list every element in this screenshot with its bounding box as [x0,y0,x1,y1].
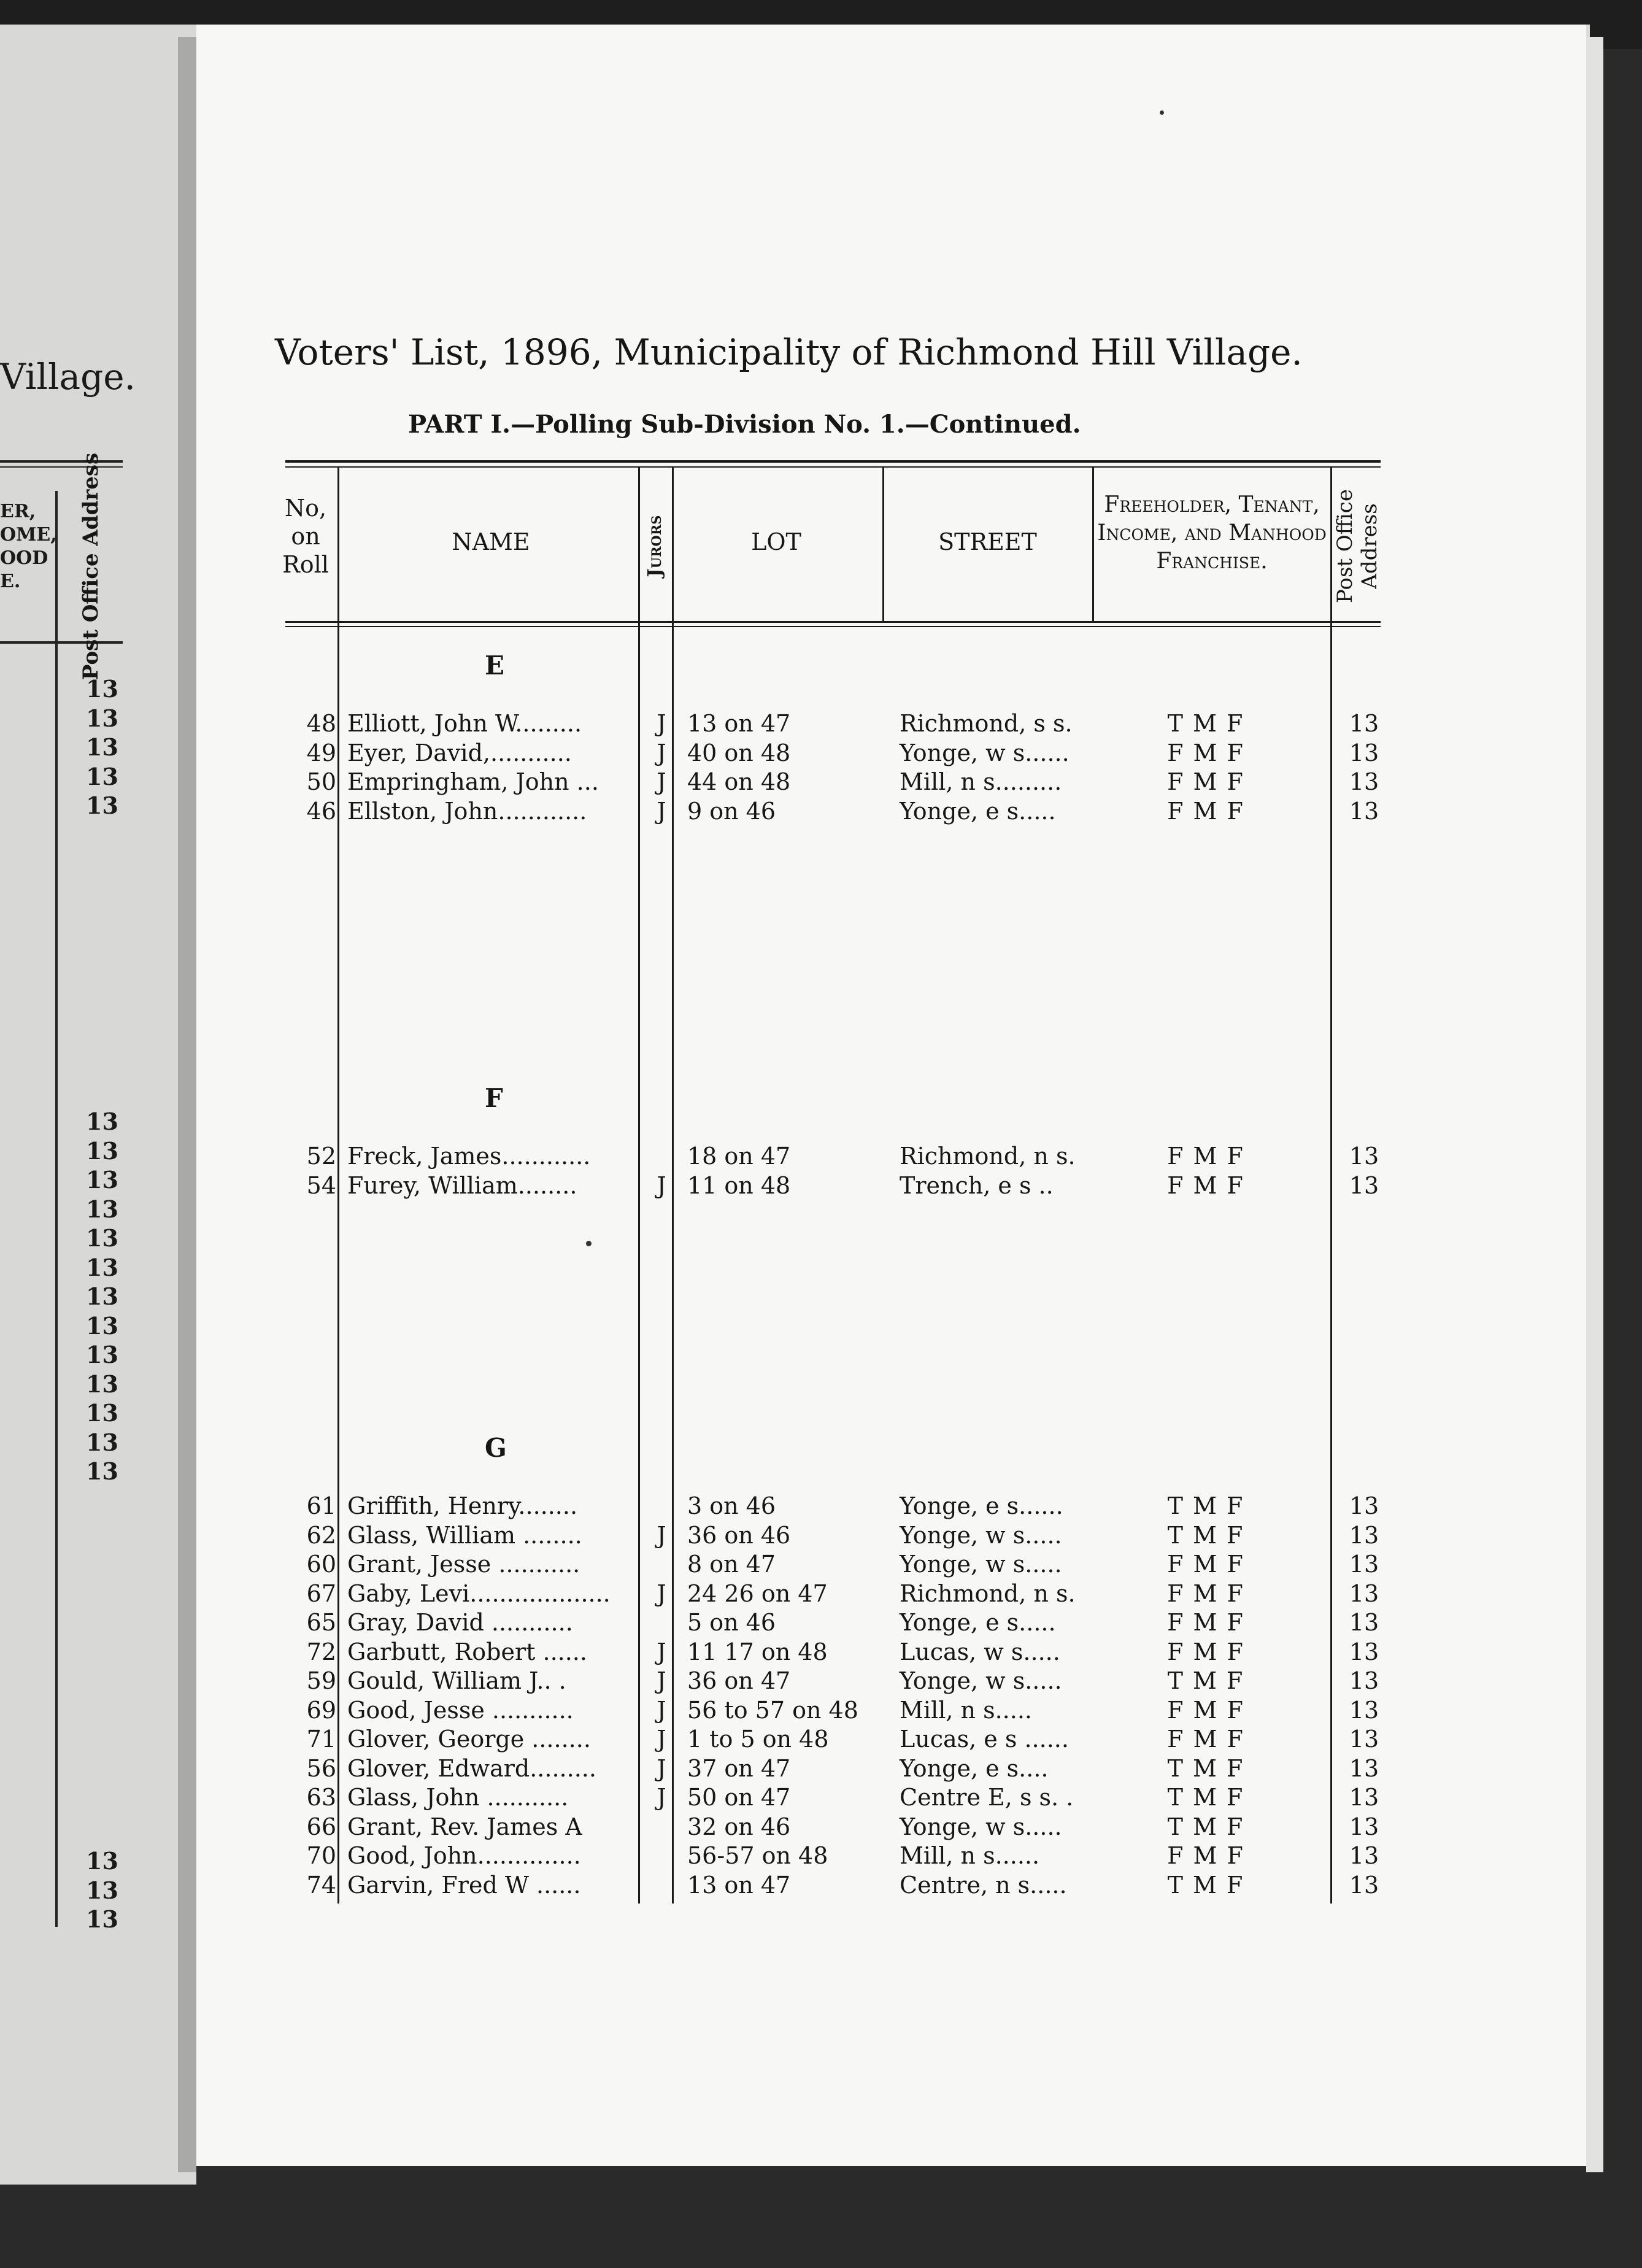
ink-mark [586,1241,592,1246]
post-office-address: 13 [1349,1726,1379,1753]
franchise: F M F [1167,1143,1244,1170]
page-gutter [178,37,196,2172]
street: Richmond, n s. [900,1143,1076,1170]
lot: 5 on 46 [687,1609,776,1636]
table-row [275,1783,1398,1812]
left-page-address: 13 [86,1253,118,1281]
roll-number: 52 [306,1143,336,1170]
voter-name: Grant, Jesse ........... [347,1551,580,1578]
voter-name: Glover, George ........ [347,1726,591,1753]
post-office-address: 13 [1349,1551,1379,1578]
juror-mark: J [657,1171,666,1199]
roll-number: 61 [306,1492,336,1519]
left-page-header: ER, OME, OOD E. [0,501,57,592]
table-row [275,1695,1398,1725]
roll-number: 63 [306,1784,336,1811]
table-row [275,738,1398,768]
lot: 11 on 48 [687,1171,791,1199]
table-row [275,1812,1398,1842]
street: Richmond, s s. [900,710,1073,737]
juror-mark: J [657,710,666,737]
post-office-address: 13 [1349,1784,1379,1811]
roll-number: 74 [306,1871,336,1899]
left-page-address: 13 [86,1457,118,1485]
post-office-address: 13 [1349,1813,1379,1840]
franchise: F M F [1167,1609,1244,1636]
voter-name: Gaby, Levi................... [347,1580,611,1607]
table-row [275,1754,1398,1783]
lot: 36 on 47 [687,1667,791,1694]
post-office-address: 13 [1349,1638,1379,1665]
table-row [275,1491,1398,1521]
street: Lucas, w s..... [900,1638,1060,1665]
left-page-address: 13 [86,1224,118,1252]
table-row [275,1579,1398,1608]
franchise: T M F [1167,1754,1244,1782]
voter-name: Furey, William........ [347,1171,577,1199]
left-page-address: 13 [86,1847,118,1875]
post-office-address: 13 [1349,1171,1379,1199]
table-row [275,1637,1398,1667]
street: Centre, n s..... [900,1871,1067,1899]
juror-mark: J [657,1667,666,1694]
franchise: F M F [1167,739,1244,766]
post-office-address: 13 [1349,1609,1379,1636]
left-page-address: 13 [86,1399,118,1427]
lot: 24 26 on 47 [687,1580,828,1607]
street: Lucas, e s ...... [900,1726,1069,1753]
post-office-address: 13 [1349,1580,1379,1607]
left-page-address: 13 [86,1876,118,1904]
left-page-post-office-header: Post Office Address [79,452,103,681]
section-letter: E [485,650,505,681]
table-row [275,1141,1398,1171]
table-row [275,1870,1398,1900]
juror-mark: J [657,768,666,795]
table-row [275,796,1398,826]
voter-name: Good, John.............. [347,1842,581,1869]
voter-name: Garbutt, Robert ...... [347,1638,587,1665]
street: Yonge, e s...... [900,1492,1063,1519]
post-office-address: 13 [1349,1667,1379,1694]
voter-name: Glass, William ........ [347,1521,582,1549]
left-page-title: Village. [0,356,136,398]
page-title: Voters' List, 1896, Municipality of Richmond Hill Village. [275,331,1303,373]
franchise: F M F [1167,1842,1244,1869]
header-franchise: Freeholder, Tenant, Income, and Manhood Franchise. [1097,492,1327,574]
left-page-address: 13 [86,1166,118,1194]
roll-number: 70 [306,1842,336,1869]
franchise: T M F [1167,1871,1244,1899]
left-page-address: 13 [86,1370,118,1398]
roll-number: 71 [306,1726,336,1753]
header-lot: LOT [751,528,801,555]
left-page-address: 13 [86,704,118,732]
roll-number: 62 [306,1521,336,1549]
left-page-address: 13 [86,675,118,703]
franchise: F M F [1167,1696,1244,1724]
header-post-office: Post Office Address [1333,489,1382,603]
roll-number: 66 [306,1813,336,1840]
left-page-address: 13 [86,1136,118,1165]
juror-mark: J [657,739,666,766]
lot: 8 on 47 [687,1551,776,1578]
roll-number: 46 [306,797,336,825]
franchise: F M F [1167,768,1244,795]
table-row [275,1724,1398,1754]
street: Richmond, n s. [900,1580,1076,1607]
street: Mill, n s...... [900,1842,1040,1869]
post-office-address: 13 [1349,1754,1379,1782]
table-row [275,1171,1398,1200]
franchise: T M F [1167,1784,1244,1811]
lot: 3 on 46 [687,1492,776,1519]
lot: 18 on 47 [687,1143,791,1170]
lot: 37 on 47 [687,1754,791,1782]
ink-mark [1160,110,1164,115]
left-page-address: 13 [86,1311,118,1340]
voter-name: Empringham, John ... [347,768,599,795]
voter-name: Garvin, Fred W ...... [347,1871,581,1899]
street: Yonge, w s..... [900,1551,1062,1578]
left-page-rule [0,460,123,463]
table-row [275,709,1398,738]
header-rule [285,621,1381,623]
table-row [275,1666,1398,1695]
franchise: F M F [1167,1580,1244,1607]
left-page-address: 13 [86,1341,118,1368]
section-letter: G [485,1433,507,1463]
voter-name: Ellston, John............ [347,797,587,825]
header-rule [285,626,1381,627]
franchise: F M F [1167,1726,1244,1753]
lot: 11 17 on 48 [687,1638,828,1665]
franchise: T M F [1167,710,1244,737]
franchise: T M F [1167,1667,1244,1694]
street: Yonge, e s..... [900,797,1056,825]
page-subtitle: PART I.—Polling Sub-Division No. 1.—Continued. [408,410,1081,439]
left-page-address: 13 [86,1905,118,1933]
juror-mark: J [657,1638,666,1665]
table-row [275,1521,1398,1550]
post-office-address: 13 [1349,739,1379,766]
street: Yonge, w s...... [900,739,1070,766]
page-edge [1586,37,1603,2172]
voter-name: Glover, Edward......... [347,1754,596,1782]
lot: 1 to 5 on 48 [687,1726,829,1753]
left-page-address: 13 [86,1428,118,1456]
street: Yonge, w s..... [900,1667,1062,1694]
roll-number: 54 [306,1171,336,1199]
roll-number: 59 [306,1667,336,1694]
franchise: T M F [1167,1813,1244,1840]
lot: 44 on 48 [687,768,791,795]
lot: 13 on 47 [687,710,791,737]
left-page-address: 13 [86,1108,118,1135]
roll-number: 65 [306,1609,336,1636]
lot: 32 on 46 [687,1813,791,1840]
roll-number: 56 [306,1754,336,1782]
roll-number: 67 [306,1580,336,1607]
street: Yonge, w s..... [900,1813,1062,1840]
post-office-address: 13 [1349,1521,1379,1549]
left-page-address: 13 [86,1195,118,1223]
left-page-rule [0,466,123,468]
roll-number: 49 [306,739,336,766]
section-letter: F [485,1083,503,1113]
left-page [0,25,196,2185]
header-no-on-roll: No, on Roll [282,495,329,578]
street: Yonge, w s..... [900,1521,1062,1549]
left-page-column-line [55,491,58,1927]
header-jurors: Jurors [644,515,666,577]
juror-mark: J [657,1521,666,1549]
franchise: F M F [1167,797,1244,825]
street: Trench, e s .. [900,1171,1054,1199]
table-row [275,767,1398,796]
table-row [275,1549,1398,1579]
left-page-address: 13 [86,762,118,790]
header-name: NAME [452,528,530,555]
juror-mark: J [657,797,666,825]
lot: 56 to 57 on 48 [687,1696,858,1724]
juror-mark: J [657,1754,666,1782]
franchise: F M F [1167,1551,1244,1578]
post-office-address: 13 [1349,1842,1379,1869]
lot: 56-57 on 48 [687,1842,828,1869]
street: Yonge, e s.... [900,1754,1049,1782]
lot: 36 on 46 [687,1521,791,1549]
street: Mill, n s..... [900,1696,1032,1724]
voter-name: Gray, David ........... [347,1609,573,1636]
lot: 13 on 47 [687,1871,791,1899]
post-office-address: 13 [1349,1492,1379,1519]
voter-name: Elliott, John W......... [347,710,582,737]
post-office-address: 13 [1349,1696,1379,1724]
roll-number: 69 [306,1696,336,1724]
juror-mark: J [657,1784,666,1811]
post-office-address: 13 [1349,710,1379,737]
header-street: STREET [938,528,1037,555]
franchise: F M F [1167,1638,1244,1665]
lot: 50 on 47 [687,1784,791,1811]
voter-name: Good, Jesse ........... [347,1696,574,1724]
post-office-address: 13 [1349,768,1379,795]
voter-name: Grant, Rev. James A [347,1813,582,1840]
table-row [275,1608,1398,1637]
franchise: T M F [1167,1492,1244,1519]
lot: 40 on 48 [687,739,791,766]
voter-name: Griffith, Henry........ [347,1492,578,1519]
franchise: F M F [1167,1171,1244,1199]
street: Centre E, s s. . [900,1784,1074,1811]
roll-number: 50 [306,768,336,795]
juror-mark: J [657,1580,666,1607]
post-office-address: 13 [1349,797,1379,825]
lot: 9 on 46 [687,797,776,825]
voter-name: Gould, William J.. . [347,1667,566,1694]
roll-number: 60 [306,1551,336,1578]
voter-name: Freck, James............ [347,1143,591,1170]
column-line [1092,468,1094,621]
street: Yonge, e s..... [900,1609,1056,1636]
left-page-address: 13 [86,733,118,761]
roll-number: 72 [306,1638,336,1665]
voter-name: Eyer, David,........... [347,739,572,766]
post-office-address: 13 [1349,1871,1379,1899]
table-top-rule [285,460,1381,463]
franchise: T M F [1167,1521,1244,1549]
left-page-address: 13 [86,792,118,819]
table-top-rule [285,466,1381,468]
post-office-address: 13 [1349,1143,1379,1170]
juror-mark: J [657,1696,666,1724]
table-row [275,1841,1398,1870]
left-page-address: 13 [86,1282,118,1310]
roll-number: 48 [306,710,336,737]
juror-mark: J [657,1726,666,1753]
street: Mill, n s......... [900,768,1062,795]
column-line [882,468,884,621]
voter-name: Glass, John ........... [347,1784,569,1811]
